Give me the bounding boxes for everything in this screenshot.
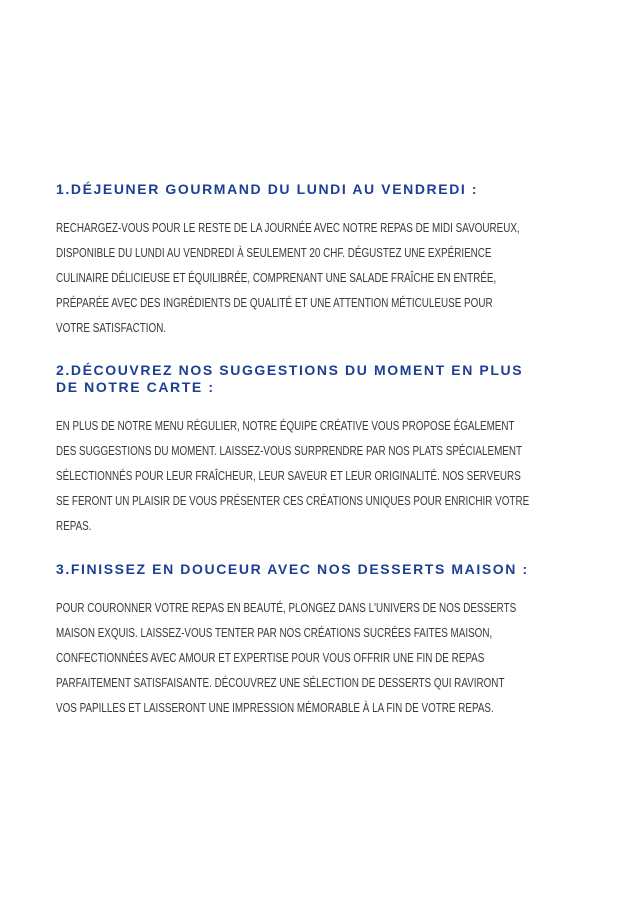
section-heading [56, 181, 596, 198]
body-line: PARFAITEMENT SATISFAISANTE. DÉCOUVREZ UNE SÉLECTION DE DESSERTS QUI RAVIRONT [56, 676, 505, 690]
body-line: RECHARGEZ-VOUS POUR LE RESTE DE LA JOURNÉE AVEC NOTRE REPAS DE MIDI SAVOUREUX, [56, 221, 520, 235]
body-line: MAISON EXQUIS. LAISSEZ-VOUS TENTER PAR NOS CRÉATIONS SUCRÉES FAITES MAISON, [56, 626, 493, 640]
body-line: DISPONIBLE DU LUNDI AU VENDREDI À SEULEMENT 20 CHF. DÉGUSTEZ UNE EXPÉRIENCE [56, 246, 492, 260]
section-body [56, 414, 596, 539]
section-heading [56, 362, 596, 396]
section-body [56, 596, 596, 721]
body-line: VOS PAPILLES ET LAISSERONT UNE IMPRESSION MÉMORABLE À LA FIN DE VOTRE REPAS. [56, 701, 494, 715]
body-line: SE FERONT UN PLAISIR DE VOUS PRÉSENTER CES CRÉATIONS UNIQUES POUR ENRICHIR VOTRE [56, 494, 530, 508]
body-line: POUR COURONNER VOTRE REPAS EN BEAUTÉ, PLONGEZ DANS L'UNIVERS DE NOS DESSERTS [56, 601, 517, 615]
section-body [56, 216, 596, 341]
body-line: VOTRE SATISFACTION. [56, 321, 167, 335]
body-line: CULINAIRE DÉLICIEUSE ET ÉQUILIBRÉE, COMPRENANT UNE SALADE FRAÎCHE EN ENTRÉE, [56, 271, 497, 285]
section-heading [56, 561, 596, 578]
body-line: PRÉPARÉE AVEC DES INGRÉDIENTS DE QUALITÉ ET UNE ATTENTION MÉTICULEUSE POUR [56, 296, 493, 310]
heading-line: DE NOTRE CARTE : [56, 379, 215, 395]
heading-line: 3.FINISSEZ EN DOUCEUR AVEC NOS DESSERTS MAISON : [56, 561, 529, 577]
body-line: REPAS. [56, 519, 92, 533]
section-desserts [56, 561, 596, 721]
body-line: SÉLECTIONNÉS POUR LEUR FRAÎCHEUR, LEUR SAVEUR ET LEUR ORIGINALITÉ. NOS SERVEURS [56, 469, 521, 483]
body-line: EN PLUS DE NOTRE MENU RÉGULIER, NOTRE ÉQUIPE CRÉATIVE VOUS PROPOSE ÉGALEMENT [56, 419, 515, 433]
section-lunch [56, 181, 596, 341]
body-line: DES SUGGESTIONS DU MOMENT. LAISSEZ-VOUS SURPRENDRE PAR NOS PLATS SPÉCIALEMENT [56, 444, 523, 458]
heading-line: 1.DÉJEUNER GOURMAND DU LUNDI AU VENDREDI : [56, 181, 479, 197]
heading-line: 2.DÉCOUVREZ NOS SUGGESTIONS DU MOMENT EN PLUS [56, 362, 524, 378]
body-line: CONFECTIONNÉES AVEC AMOUR ET EXPERTISE POUR VOUS OFFRIR UNE FIN DE REPAS [56, 651, 485, 665]
section-suggestions [56, 362, 596, 539]
